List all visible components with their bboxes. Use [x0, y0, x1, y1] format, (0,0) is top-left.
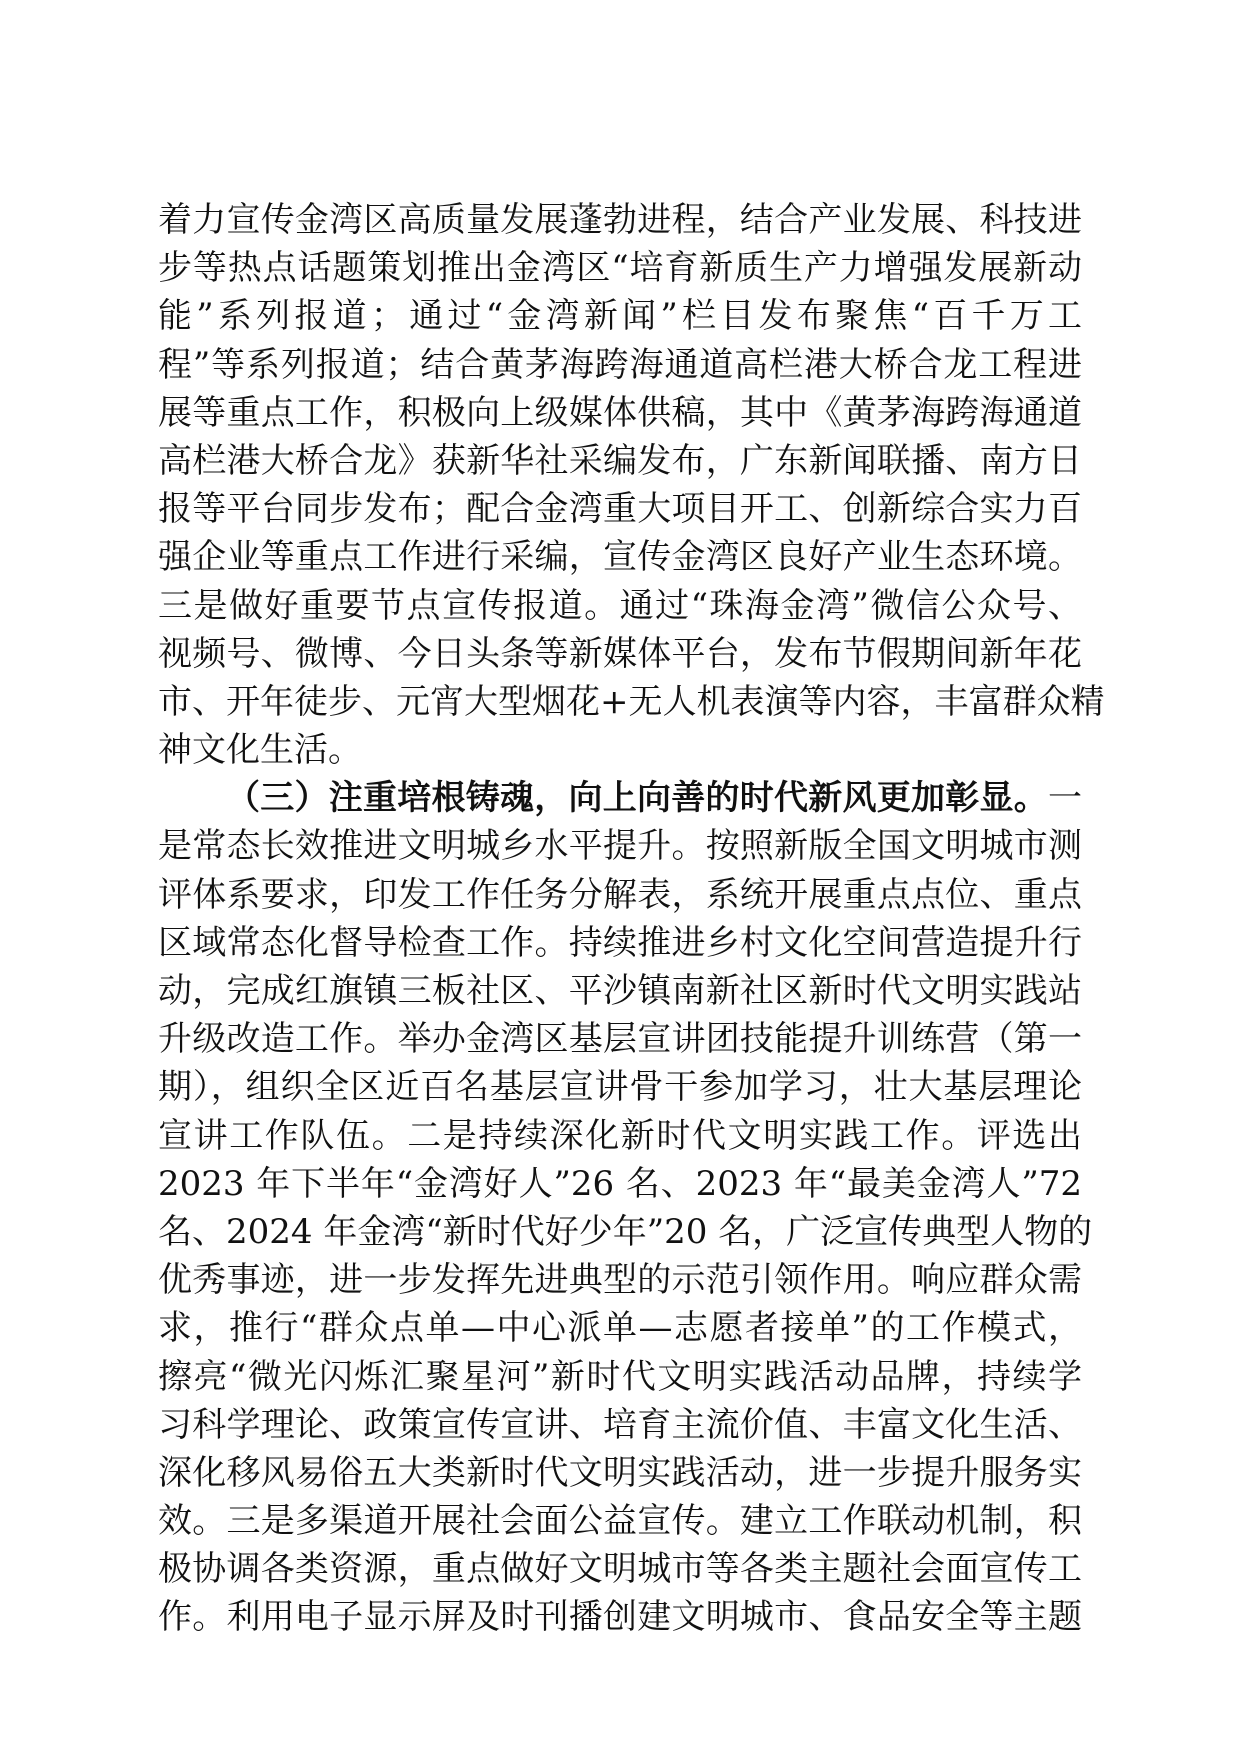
body-line: 展等重点工作，积极向上级媒体供稿，其中《黄茅海跨海通道 — [158, 392, 1082, 433]
body-line: 评体系要求，印发工作任务分解表，系统开展重点点位、重点 — [158, 874, 1082, 915]
body-line: 习科学理论、政策宣传宣讲、培育主流价值、丰富文化生活、 — [158, 1404, 1082, 1445]
body-line: 神文化生活。 — [158, 730, 362, 771]
body-line: 步等热点话题策划推出金湾区“培育新质生产力增强发展新动 — [158, 248, 1082, 289]
body-line: 升级改造工作。举办金湾区基层宣讲团技能提升训练营（第一 — [158, 1019, 1082, 1060]
body-line-fragment: 一 — [1048, 778, 1082, 819]
section-heading-line — [158, 774, 1082, 822]
body-line: 求，推行“群众点单—中心派单—志愿者接单”的工作模式， — [158, 1308, 1082, 1349]
body-line: 作。利用电子显示屏及时刊播创建文明城市、食品安全等主题 — [158, 1597, 1082, 1638]
body-line: 三是做好重要节点宣传报道。通过“珠海金湾”微信公众号、 — [158, 585, 1082, 626]
body-line: 能”系列报道；通过“金湾新闻”栏目发布聚焦“百千万工 — [158, 296, 1082, 337]
body-line: 是常态长效推进文明城乡水平提升。按照新版全国文明城市测 — [158, 826, 1082, 867]
body-line: 极协调各类资源，重点做好文明城市等各类主题社会面宣传工 — [158, 1549, 1082, 1590]
document-body — [158, 196, 1105, 1642]
body-line: 2023 年下半年“金湾好人”26 名、2023 年“最美金湾人”72 — [158, 1163, 1082, 1204]
section-heading: （三）注重培根铸魂，向上向善的时代新风更加彰显。 — [226, 778, 1048, 819]
body-line: 市、开年徒步、元宵大型烟花+无人机表演等内容，丰富群众精 — [158, 681, 1105, 722]
body-line: 宣讲工作队伍。二是持续深化新时代文明实践工作。评选出 — [158, 1115, 1082, 1156]
body-line: 区域常态化督导检查工作。持续推进乡村文化空间营造提升行 — [158, 922, 1082, 963]
body-line: 报等平台同步发布；配合金湾重大项目开工、创新综合实力百 — [158, 489, 1082, 530]
body-line: 程”等系列报道；结合黄茅海跨海通道高栏港大桥合龙工程进 — [158, 344, 1082, 385]
body-line: 着力宣传金湾区高质量发展蓬勃进程，结合产业发展、科技进 — [158, 200, 1082, 240]
body-line: 高栏港大桥合龙》获新华社采编发布，广东新闻联播、南方日 — [158, 440, 1082, 481]
body-line: 优秀事迹，进一步发挥先进典型的示范引领作用。响应群众需 — [158, 1260, 1082, 1301]
body-line: 视频号、微博、今日头条等新媒体平台，发布节假期间新年花 — [158, 633, 1082, 674]
body-line: 动，完成红旗镇三板社区、平沙镇南新社区新时代文明实践站 — [158, 971, 1082, 1011]
body-line: 效。三是多渠道开展社会面公益宣传。建立工作联动机制，积 — [158, 1501, 1082, 1542]
body-line: 擦亮“微光闪烁汇聚星河”新时代文明实践活动品牌，持续学 — [158, 1356, 1082, 1397]
body-line: 期），组织全区近百名基层宣讲骨干参加学习，壮大基层理论 — [158, 1067, 1082, 1108]
body-line: 强企业等重点工作进行采编，宣传金湾区良好产业生态环境。 — [158, 537, 1082, 578]
body-line: 名、2024 年金湾“新时代好少年”20 名，广泛宣传典型人物的 — [158, 1211, 1093, 1252]
body-line: 深化移风易俗五大类新时代文明实践活动，进一步提升服务实 — [158, 1452, 1082, 1493]
